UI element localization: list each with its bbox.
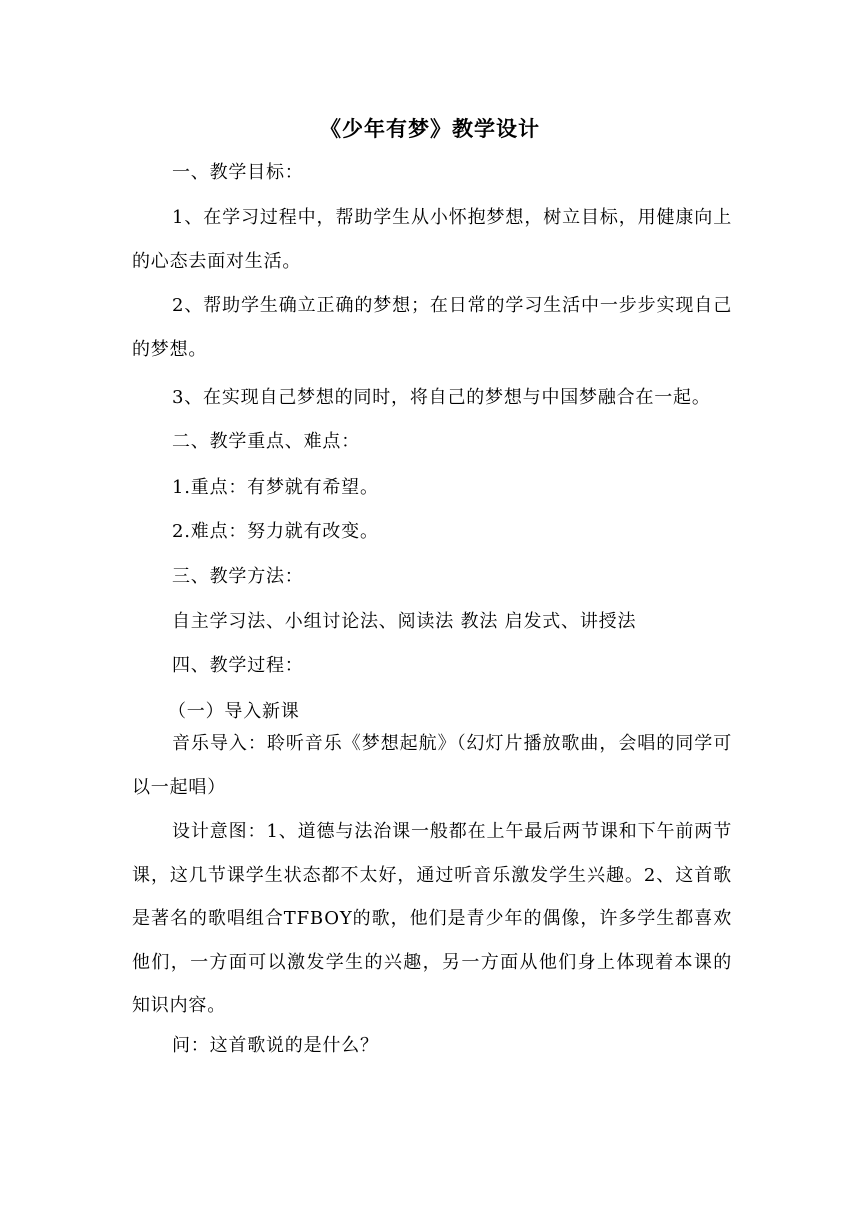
section-heading-process: 四、教学过程：: [172, 655, 304, 676]
objective-3: 3、在实现自己梦想的同时，将自己的梦想与中国梦融合在一起。: [172, 387, 711, 408]
key-point: 1.重点：有梦就有希望。: [172, 477, 379, 498]
design-intent-paragraph: 设计意图：1、道德与法治课一般都在上午最后两节课和下午前两节课，这几节课学生状态都不太好，通过听音乐激发学生兴趣。2、这首歌是著名的歌唱组合TFBOY的歌，他们是青少年的偶像，许多学生都喜欢他们，一方面可以激发学生的兴趣，另一方面从他们身上体现着本课的知识内容。: [132, 821, 732, 1017]
objective-2: 2、帮助学生确立正确的梦想；在日常的学习生活中一步步实现自己的梦想。: [132, 295, 732, 360]
music-intro-paragraph: 音乐导入：聆听音乐《梦想起航》（幻灯片播放歌曲，会唱的同学可以一起唱）: [132, 733, 732, 798]
section-heading-methods: 三、教学方法：: [172, 566, 304, 587]
document-title: 《少年有梦》教学设计: [320, 116, 540, 141]
subsection-heading-intro: （一）导入新课: [168, 701, 300, 722]
teaching-methods: 自主学习法、小组讨论法、阅读法 教法 启发式、讲授法: [172, 611, 637, 632]
section-heading-objectives: 一、教学目标：: [172, 162, 304, 183]
difficult-point: 2.难点：努力就有改变。: [172, 521, 379, 542]
question-line: 问：这首歌说的是什么？: [172, 1035, 379, 1056]
section-heading-key-points: 二、教学重点、难点：: [172, 431, 360, 452]
objective-1: 1、在学习过程中，帮助学生从小怀抱梦想，树立目标，用健康向上的心态去面对生活。: [132, 207, 732, 272]
